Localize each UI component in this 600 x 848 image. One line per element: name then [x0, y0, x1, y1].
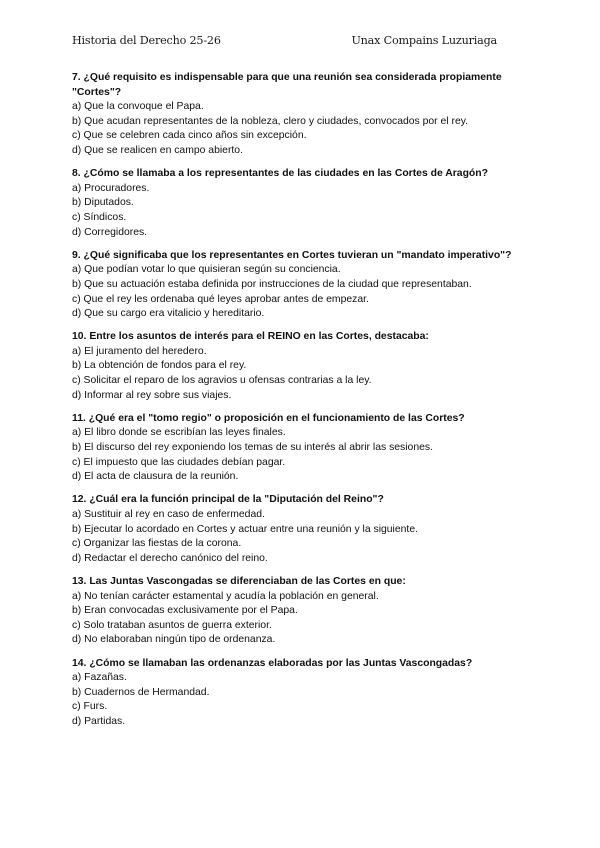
answer-options	[72, 426, 532, 484]
question-block	[72, 412, 532, 485]
answer-options	[72, 100, 532, 158]
answer-option: b) El discurso del rey exponiendo los temas de su interés al abrir las sesiones.	[72, 442, 433, 454]
question-block	[72, 167, 532, 240]
answer-option: c) Que se celebren cada cinco años sin excepción.	[72, 130, 307, 142]
answer-option: b) Que su actuación estaba definida por instrucciones de la ciudad que representaban.	[72, 278, 472, 290]
answer-option: a) No tenían carácter estamental y acudía la población en general.	[72, 590, 379, 602]
answer-option: a) Sustituir al rey en caso de enfermedad.	[72, 509, 265, 520]
question-title: 11. ¿Qué era el "tomo regio" o proposición en el funcionamiento de las Cortes?	[72, 412, 465, 424]
answer-option: c) El impuesto que las ciudades debían pagar.	[72, 456, 286, 468]
question-title: 7. ¿Qué requisito es indispensable para que una reunión sea considerada propiamente "Cortes"?	[72, 72, 502, 98]
question-block	[72, 71, 532, 159]
question-title: 13. Las Juntas Vascongadas se diferenciaban de las Cortes en que:	[72, 575, 406, 587]
question-block	[72, 493, 532, 566]
answer-option: c) Que el rey les ordenaba qué leyes aprobar antes de empezar.	[72, 293, 369, 305]
question-block	[72, 657, 532, 730]
question-title: 14. ¿Cómo se llamaban las ordenanzas elaboradas por las Juntas Vascongadas?	[72, 657, 473, 669]
header-author-name: Unax Compains Luzuriaga	[351, 34, 497, 47]
answer-option: c) Organizar las fiestas de la corona.	[72, 538, 242, 550]
answer-options	[72, 508, 532, 566]
question-block	[72, 575, 532, 648]
answer-option: b) Cuadernos de Hermandad.	[72, 686, 210, 698]
question-title: 12. ¿Cuál era la función principal de la "Diputación del Reino"?	[72, 494, 384, 506]
answer-option: d) Redactar el derecho canónico del reino.	[72, 552, 268, 564]
question-list	[72, 71, 532, 738]
answer-option: d) No elaboraban ningún tipo de ordenanza.	[72, 634, 276, 646]
answer-option: a) Fazañas.	[72, 672, 127, 684]
answer-options	[72, 590, 532, 648]
question-block	[72, 249, 532, 322]
answer-option: c) Solicitar el reparo de los agravios u ofensas contrarias a la ley.	[72, 375, 372, 387]
header-course-title: Historia del Derecho 25-26	[72, 34, 221, 47]
answer-option: a) Procuradores.	[72, 182, 150, 194]
question-title: 10. Entre los asuntos de interés para el REINO en las Cortes, destacaba:	[72, 331, 429, 343]
answer-option: d) Corregidores.	[72, 226, 148, 238]
answer-option: b) Que acudan representantes de la nobleza, clero y ciudades, convocados por el rey.	[72, 115, 469, 127]
answer-option: a) Que podían votar lo que quisieran según su conciencia.	[72, 264, 341, 276]
answer-option: d) Informar al rey sobre sus viajes.	[72, 389, 232, 401]
question-title: 9. ¿Qué significaba que los representantes en Cortes tuvieran un "mandato imperativo"?	[72, 249, 512, 261]
answer-option: b) La obtención de fondos para el rey.	[72, 360, 247, 372]
answer-option: a) El libro donde se escribían las leyes finales.	[72, 427, 286, 439]
answer-options	[72, 671, 532, 729]
answer-option: b) Ejecutar lo acordado en Cortes y actuar entre una reunión y la siguiente.	[72, 523, 418, 535]
question-title: 8. ¿Cómo se llamaba a los representantes de las ciudades en las Cortes de Aragón?	[72, 168, 488, 180]
answer-option: b) Eran convocadas exclusivamente por el Papa.	[72, 605, 298, 617]
answer-option: d) Que se realicen en campo abierto.	[72, 144, 243, 156]
question-block	[72, 330, 532, 403]
answer-option: c) Síndicos.	[72, 211, 127, 223]
answer-option: c) Furs.	[72, 701, 108, 713]
answer-option: c) Solo trataban asuntos de guerra exterior.	[72, 619, 272, 631]
answer-options	[72, 345, 532, 403]
page-header	[72, 34, 497, 47]
answer-option: b) Diputados.	[72, 197, 134, 209]
answer-options	[72, 182, 532, 240]
answer-option: d) El acta de clausura de la reunión.	[72, 471, 239, 483]
answer-options	[72, 263, 532, 321]
answer-option: d) Partidas.	[72, 715, 126, 727]
answer-option: a) Que la convoque el Papa.	[72, 101, 204, 113]
answer-option: a) El juramento del heredero.	[72, 345, 207, 357]
answer-option: d) Que su cargo era vitalicio y hereditario.	[72, 308, 265, 320]
